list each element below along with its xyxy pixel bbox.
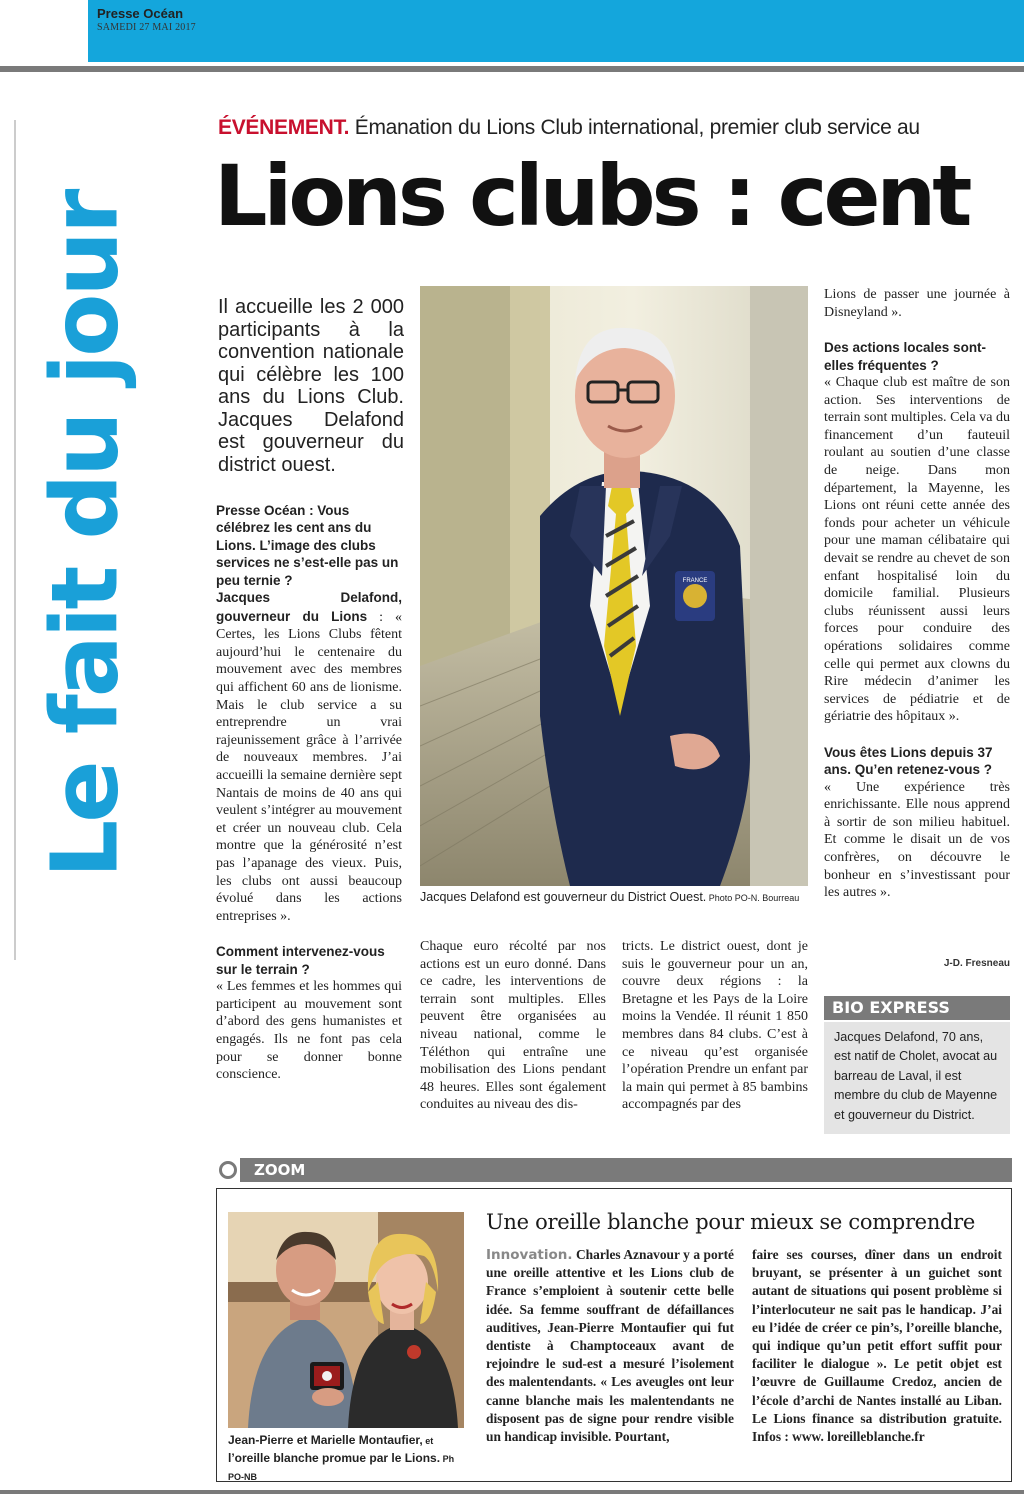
footer-rule bbox=[0, 1490, 1024, 1494]
zoom-photo-caption bbox=[228, 1432, 464, 1486]
answer-2: « Les femmes et les hommes qui participent au mouvement sont d’abord des gens humanistes et engagés. Ils ne font pas cela pour se donner bonne conscience. bbox=[216, 979, 402, 1083]
photo-credit: Photo PO-N. Bourreau bbox=[706, 893, 800, 903]
section-title bbox=[30, 120, 140, 950]
article-column-2: Chaque euro récolté par nos actions est un euro donné. Dans ce cadre, les interventions de terrain sont multiples. Elles peuvent être organisées au niveau national, comme le Téléthon qui entraîne une mobilisation des Lions pendant 48 heures. Elles sont également conduites au niveau des dis- bbox=[420, 939, 606, 1113]
bio-express-text: Jacques Delafond, 70 ans, est natif de Cholet, avocat au barreau de Laval, il est membre du club de Mayenne et gouverneur du District. bbox=[824, 1022, 1010, 1134]
article-kicker bbox=[218, 116, 920, 140]
article-column-1 bbox=[216, 502, 402, 1084]
zoom-caption-main: Jean-Pierre et Marielle Montaufier, bbox=[228, 1433, 423, 1447]
answer-1: : « Certes, les Lions Clubs fêtent aujourd’hui le centenaire du mouvement avec des membres qui affichent 60 ans de lionisme. Mais le club service a su entreprendre un vrai rajeunissement grâce à l’arrivée de nouveaux membres. J’ai accueilli la semaine dernière sept Nantais de moins de 40 ans qui veulent s’intégrer au mouvement et créer un nouveau club. Cela montre que la générosité n’est pas l’apanage des vieux. Puis, les clubs ont aussi beaucoup évolué dans les actions entreprises ». bbox=[216, 609, 402, 924]
section-divider bbox=[14, 120, 16, 960]
zoom-photo bbox=[228, 1212, 464, 1428]
question-3: Des actions locales sont-elles fréquentes ? bbox=[824, 340, 987, 373]
photo-caption bbox=[420, 890, 799, 904]
bio-express-title: BIO EXPRESS bbox=[824, 996, 1010, 1020]
zoom-bar bbox=[216, 1158, 1012, 1182]
zoom-kicker: Innovation. bbox=[486, 1247, 573, 1263]
publication-date: SAMEDI 27 MAI 2017 bbox=[97, 22, 196, 33]
photo-caption-text: Jacques Delafond est gouverneur du District Ouest. bbox=[420, 890, 707, 904]
kicker-label: ÉVÉNEMENT. bbox=[218, 116, 350, 139]
header-margin bbox=[0, 0, 88, 62]
kicker-text: Émanation du Lions Club international, premier club service au bbox=[349, 116, 920, 139]
zoom-circle-icon bbox=[216, 1158, 240, 1182]
zoom-caption-et: et bbox=[422, 1436, 434, 1446]
main-photo bbox=[420, 286, 808, 886]
question-4: Vous êtes Lions depuis 37 ans. Qu’en retenez-vous ? bbox=[824, 744, 993, 778]
article-lead: Il accueille les 2 000 participants à la convention nationale qui célèbre les 100 ans du Lions Club. Jacques Delafond est gouverneur du district ouest. bbox=[218, 296, 404, 476]
zoom-column-1 bbox=[486, 1246, 734, 1446]
portrait-illustration bbox=[420, 286, 808, 886]
zoom-caption-credit: Ph PO-NB bbox=[228, 1454, 455, 1482]
zoom-column-2: faire ses courses, dîner dans un endroit bruyant, se présenter à un guichet sont autant de situations qui posent problème si l’interlocuteur ne sait pas le handicap. J’ai eu l’idée de créer ce pin’s, l’oreille blanche, qui indique qu’un petit effort suffit pour faciliter le dialogue ». Le petit objet est l’œuvre de Guillaume Credoz, ancien de l’école d’archi de Nantes installé au Liban. Le Lions finance sa distribution gratuite. Infos : www. loreilleblanche.fr bbox=[752, 1247, 1002, 1445]
speaker-name: Jacques Delafond, gouverneur du Lions bbox=[216, 590, 402, 624]
article-column-3: tricts. Le district ouest, dont je suis le gouverneur pour un an, couvre deux régions : la Bretagne et les Pays de la Loire moins la Vendée. Il réunit 1 850 membres dans 84 clubs. C’est à ce niveau qu’est organisée l’opération Prendre un enfant par la main qui permet à 85 bambins accompagnés par des bbox=[622, 939, 808, 1113]
section-title-text: Le fait du jour bbox=[31, 191, 139, 879]
couple-illustration bbox=[228, 1212, 464, 1428]
column-4-intro: Lions de passer une journée à Disneyland ». bbox=[824, 287, 1010, 320]
answer-4: « Une expérience très enrichissante. Elle nous apprend à sortir de son milieu habituel. Et comme le disait un de vos confrères, on découvre le bonheur en s’investissant pour les autres ». bbox=[824, 779, 1010, 901]
zoom-label: ZOOM bbox=[254, 1161, 306, 1179]
article-headline: Lions clubs : cent bbox=[214, 147, 969, 245]
article-column-4 bbox=[824, 286, 1010, 902]
author-signature: J-D. Fresneau bbox=[943, 958, 1010, 969]
answer-3: « Chaque club est maître de son action. Ses interventions de terrain sont multiples. Cela va du financement d’un fauteuil roulant au soutien d’une classe de neige. Dans mon département, la Mayenne, les Lions ont réuni cette année des fonds pour acheter un véhicule pour une maman célibataire qui devait se rendre au chevet de son enfant hospitalisé loin du domicile familial. Plusieurs clubs réunissent aussi leurs forces pour conduire des opérations solidaires comme celle qui permet aux clowns du Rire médecin d’animer les services de pédiatrie et de gériatrie des hôpitaux ». bbox=[824, 375, 1010, 725]
zoom-caption-rest: l’oreille blanche promue par le Lions. bbox=[228, 1451, 441, 1465]
header-band bbox=[88, 0, 1024, 62]
question-1: Presse Océan : Vous célébrez les cent ans du Lions. L’image des clubs services ne s’est-elle pas un peu ternie ? bbox=[216, 503, 399, 588]
header-rule bbox=[0, 66, 1024, 72]
publication-name: Presse Océan bbox=[97, 6, 184, 21]
question-2: Comment intervenez-vous sur le terrain ? bbox=[216, 944, 385, 977]
badge-text: FRANCE bbox=[682, 578, 708, 584]
zoom-column-1-text: Charles Aznavour y a porté une oreille attentive et les Lions club de France s’emploient à soutenir cette belle idée. Sa femme souffrant de défaillances auditives, Jean-Pierre Montaufier qui fut dentiste à Champtoceaux avant de rejoindre le sud-est a mesuré l’isolement des malentendants. « Les aveugles ont leur canne blanche mais les malentendants ne disposent pas de signe pour rendre visible un handicap invisible. Pourtant, bbox=[486, 1247, 734, 1445]
zoom-title: Une oreille blanche pour mieux se comprendre bbox=[486, 1210, 976, 1234]
